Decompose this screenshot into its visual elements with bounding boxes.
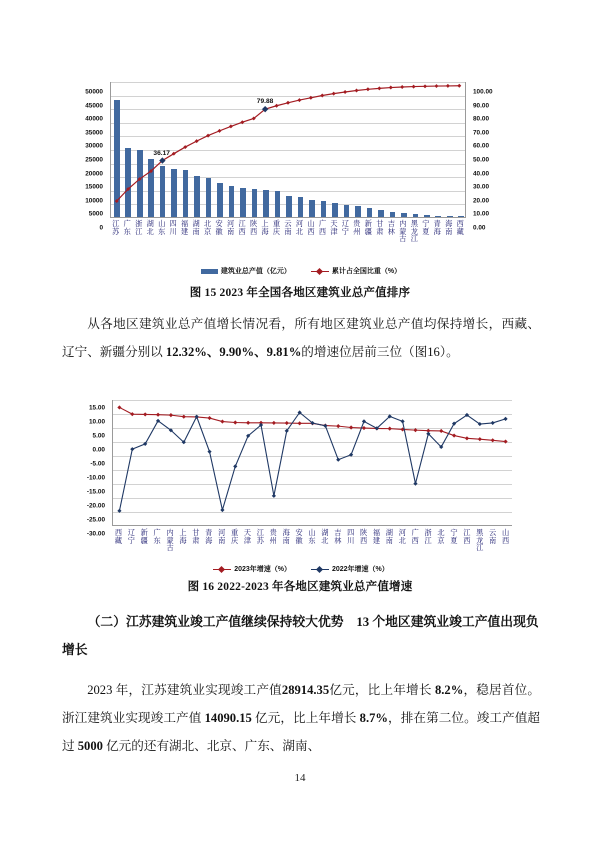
chart1-y2-tick: 50.00	[473, 156, 489, 164]
chart1-x-label: 陕西	[249, 219, 258, 236]
chart1-y-tick: 50000	[85, 88, 103, 96]
chart1-x-label: 贵州	[353, 219, 361, 236]
chart1-x-label: 河北	[295, 219, 304, 236]
paragraph-completed-output	[62, 676, 540, 760]
chart1-y-tick: 30000	[85, 142, 103, 150]
para1-text-c: 的增速位居前三位（图16）。	[301, 345, 459, 359]
chart1-x-label: 江西	[238, 219, 246, 236]
legend-label-2022: 2022年增速（%）	[331, 566, 389, 573]
chart2-x-label: 北京	[437, 528, 445, 545]
chart2-x-label: 内蒙古	[166, 528, 174, 553]
chart1-x-label: 重庆	[272, 219, 281, 236]
chart2-x-label: 甘肃	[192, 528, 200, 545]
figure-15-caption: 图 15 2023 年全国各地区建筑业总产值排序	[189, 287, 411, 299]
chart1-x-label: 上海	[261, 219, 269, 236]
chart2-y-tick: 5.00	[92, 432, 105, 440]
chart2-line-series	[113, 400, 512, 525]
chart1-x-label: 广东	[123, 219, 131, 236]
chart1-y2-tick: 80.00	[473, 115, 489, 123]
chart2-y-tick: -20.00	[86, 502, 105, 510]
chart2-x-label: 江苏	[256, 528, 264, 545]
legend-label-2023: 2023年增速（%）	[234, 566, 292, 573]
chart2-x-label: 广西	[411, 528, 419, 545]
chart2-x-label: 河北	[398, 528, 406, 545]
chart2-x-label: 湖南	[385, 528, 393, 545]
chart1-x-label: 湖南	[192, 219, 200, 236]
para1-growth-rates: 12.32%、9.90%、9.81%	[165, 345, 302, 359]
chart1-y-tick: 25000	[85, 156, 103, 164]
chart2-x-label: 河南	[218, 528, 226, 545]
chart2-x-label: 海南	[282, 528, 290, 545]
figure-16-chart	[62, 392, 540, 582]
chart2-y-tick: -5.00	[90, 460, 105, 468]
chart1-data-label: 79.88	[256, 98, 274, 106]
para2-threshold: 5000	[77, 739, 103, 753]
chart1-x-label: 内蒙古	[399, 219, 407, 244]
chart2-legend	[62, 564, 540, 574]
chart1-x-label: 吉林	[387, 219, 395, 236]
chart1-x-label: 天津	[330, 219, 338, 236]
chart1-y2-tick: 60.00	[473, 142, 489, 150]
chart2-x-label: 宁夏	[450, 528, 458, 545]
figure-15-chart	[62, 72, 540, 275]
para2-text-a: 2023 年，江苏建筑业实现竣工产值	[87, 683, 282, 697]
legend-item-total-output	[201, 266, 291, 276]
chart1-x-label: 辽宁	[341, 219, 349, 236]
legend-line-swatch-2022-icon	[311, 566, 329, 573]
chart2-x-label: 陕西	[360, 528, 368, 545]
legend-item-cumulative-share	[311, 266, 401, 276]
heading2-count: 13	[356, 615, 370, 629]
para2-growth-jiangsu: 8.2%	[434, 683, 464, 697]
para2-text-e: ，排在第二位。竣工产值超过	[62, 711, 541, 753]
chart2-x-label: 湖北	[321, 528, 329, 545]
para2-value-jiangsu: 28914.35	[281, 683, 330, 697]
chart1-y2-tick: 10.00	[473, 210, 489, 218]
chart1-x-label: 青海	[433, 219, 441, 236]
paragraph-growth-overview	[62, 310, 540, 366]
chart2-x-label: 新疆	[140, 528, 148, 545]
section-heading-2	[62, 608, 540, 664]
chart2-x-label: 天津	[243, 528, 252, 545]
para2-text-d: 亿元，比上年增长	[251, 711, 360, 725]
chart2-x-label: 西藏	[114, 528, 123, 545]
chart1-x-label: 四川	[169, 219, 177, 236]
chart1-y-tick: 45000	[85, 102, 103, 110]
chart2-y-tick: 0.00	[92, 446, 105, 454]
chart1-y-tick: 40000	[85, 115, 103, 123]
para2-value-zhejiang: 14090.15	[204, 711, 252, 725]
chart1-x-label: 江苏	[112, 219, 120, 236]
heading2-text-c: 个地区建筑业竣工产值出现负增长	[62, 615, 539, 657]
chart2-x-label: 山东	[308, 528, 316, 545]
chart1-y2-tick: 100.00	[473, 88, 493, 96]
legend-label-total-output: 建筑业总产值（亿元）	[220, 268, 291, 275]
chart2-y-tick: -10.00	[86, 474, 105, 482]
figure-16-caption: 图 16 2022-2023 年各地区建筑业总产值增速	[187, 581, 413, 593]
para2-growth-zhejiang: 8.7%	[359, 711, 388, 725]
chart1-y2-tick: 90.00	[473, 102, 489, 110]
chart1-y-tick: 10000	[85, 197, 103, 205]
chart2-x-label: 黑龙江	[476, 528, 484, 553]
chart2-x-label: 贵州	[269, 528, 277, 545]
chart1-x-label: 河南	[226, 219, 235, 236]
chart1-y2-tick: 40.00	[473, 170, 489, 178]
chart1-legend	[62, 266, 540, 276]
legend-line-swatch-icon	[311, 268, 329, 275]
chart1-left-axis	[62, 82, 106, 232]
chart2-plot-area	[112, 400, 512, 526]
chart2-y-tick: -30.00	[86, 530, 105, 538]
chart1-x-label: 云南	[284, 219, 292, 236]
chart1-data-label: 36.17	[153, 150, 170, 158]
chart1-y2-tick: 20.00	[473, 197, 489, 205]
chart2-x-label: 山西	[501, 528, 510, 545]
chart1-x-label: 黑龙江	[410, 219, 418, 244]
chart1-x-label: 广西	[318, 219, 327, 236]
legend-line-swatch-2023-icon	[213, 566, 231, 573]
chart1-x-label: 西藏	[456, 219, 464, 236]
legend-item-2022-growth	[311, 564, 389, 574]
chart1-x-label: 山西	[307, 219, 315, 236]
para2-text-b: 亿元，比上年增长	[329, 683, 435, 697]
chart2-x-label: 辽宁	[127, 528, 135, 545]
chart2-y-tick: 10.00	[89, 418, 105, 426]
chart2-y-tick: -15.00	[86, 488, 105, 496]
chart1-x-label: 宁夏	[422, 219, 430, 236]
heading2-text-a: （二）江苏建筑业竣工产值继续保持较大优势	[87, 615, 357, 629]
chart1-x-label: 新疆	[364, 219, 372, 236]
legend-bar-swatch-icon	[201, 269, 218, 274]
chart2-x-label: 福建	[372, 528, 381, 545]
chart2-x-label: 重庆	[230, 528, 239, 545]
chart2-x-label: 四川	[347, 528, 355, 545]
para2-text-c: ，稳居首位。浙江建筑业实现竣工产值	[62, 683, 541, 725]
chart1-x-label: 福建	[181, 219, 189, 236]
chart2-x-label: 浙江	[424, 528, 432, 545]
chart1-x-label: 海南	[445, 219, 453, 236]
chart1-right-axis	[470, 82, 514, 232]
chart1-y-tick: 5000	[88, 210, 103, 218]
chart2-x-label: 安徽	[295, 528, 303, 545]
chart1-y-tick: 20000	[85, 170, 103, 178]
chart2-y-tick: 15.00	[89, 404, 105, 412]
chart2-x-label: 吉林	[334, 528, 342, 545]
legend-item-2023-growth	[213, 564, 291, 574]
chart2-left-axis	[62, 400, 108, 538]
chart1-x-label: 安徽	[215, 219, 223, 236]
chart1-y-tick: 35000	[85, 129, 103, 137]
chart1-x-label: 山东	[158, 219, 166, 236]
para2-text-f: 亿元的还有湖北、北京、广东、湖南、	[102, 739, 321, 753]
chart1-x-label: 甘肃	[376, 219, 384, 236]
page-number: 14	[294, 772, 306, 784]
chart1-y-tick: 15000	[85, 183, 103, 191]
chart2-x-label: 上海	[179, 528, 187, 545]
chart2-y-tick: -25.00	[86, 516, 105, 524]
chart1-x-label: 湖北	[146, 219, 154, 236]
chart1-y2-tick: 70.00	[473, 129, 489, 137]
chart1-category-labels	[110, 220, 466, 266]
chart1-x-label: 浙江	[135, 219, 143, 236]
chart2-x-label: 青海	[205, 528, 213, 545]
chart2-x-label: 云南	[489, 528, 497, 545]
chart2-x-label: 江西	[463, 528, 471, 545]
legend-label-cumulative-share: 累计占全国比重（%）	[331, 268, 402, 275]
chart1-y2-tick: 0.00	[473, 224, 486, 232]
chart1-y2-tick: 30.00	[473, 183, 489, 191]
para1-text-a: 从各地区建筑业总产值增长情况看，所有地区建筑业总产值均保持增长，西藏、辽宁、新疆分别以	[62, 317, 540, 359]
chart1-x-label: 北京	[204, 219, 212, 236]
chart2-x-label: 广东	[153, 528, 161, 545]
chart1-y-tick: 0	[99, 224, 103, 232]
